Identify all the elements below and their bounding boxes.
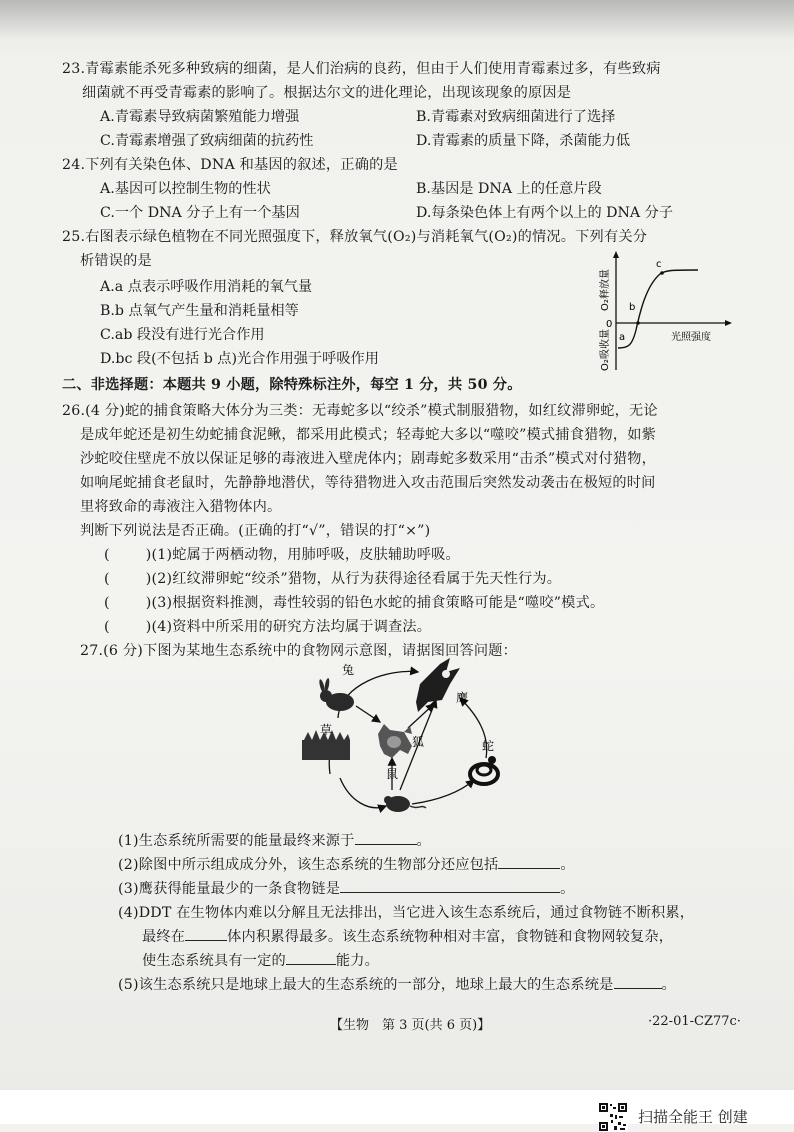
- q26-item-3-text: (3)根据资料推测，毒性较弱的铅色水蛇的捕食策略可能是“噬咬”模式。: [151, 595, 605, 611]
- q26-item-3: [104, 592, 604, 612]
- q23-stem-line1: 23.青霉素能杀死多种致病的细菌，是人们治病的良药，但由于人们使用青霉素过多，有些致病: [62, 61, 661, 77]
- chart-y-arrow: [613, 251, 619, 258]
- q27-sub-2-text: (2)除图中所示组成成分外，该生态系统的生物部分还应包括: [118, 857, 499, 873]
- answer-paren-open: (: [104, 547, 110, 563]
- chart-label-b: b: [629, 302, 636, 313]
- q25-option-b: B.b 点氧气产生量和消耗量相等: [100, 303, 299, 319]
- q24-option-d: D.每条染色体上有两个以上的 DNA 分子: [416, 205, 674, 221]
- arrow-mouse-to-snake: [412, 780, 474, 804]
- q24-option-c: C.一个 DNA 分子上有一个基因: [100, 205, 300, 221]
- oxygen-light-chart: [588, 250, 738, 374]
- q27-sub-4-line3: [142, 950, 379, 970]
- chart-ylabel-release: O₂释放量: [600, 269, 611, 311]
- q23-stem-line2: 细菌就不再受青霉素的影响了。根据达尔文的进化理论，出现该现象的原因是: [82, 85, 572, 101]
- q26-passage-line5: 里将致命的毒液注入猎物体内。: [80, 499, 282, 515]
- answer-paren-open: (: [104, 571, 110, 587]
- web-label-eagle: 鹰: [456, 691, 469, 705]
- q25-option-a: A.a 点表示呼吸作用消耗的氧气量: [100, 279, 313, 295]
- q24-option-b: B.基因是 DNA 上的任意片段: [416, 181, 602, 197]
- arrow-rabbit-to-fox: [356, 706, 380, 722]
- q27-sub-4c-post: 能力。: [335, 953, 380, 969]
- period: 。: [661, 977, 676, 993]
- q26-item-2-text: (2)红纹滞卵蛇“绞杀”猎物，从行为获得途径看属于先天性行为。: [151, 571, 562, 587]
- q26-item-2: [104, 568, 561, 588]
- q27-sub-4-line2: [142, 926, 673, 946]
- answer-paren-close: ): [145, 619, 152, 635]
- q27-sub-4-pre: 最终在: [142, 929, 186, 945]
- brand-watermark: 扫描全能王 创建: [638, 1108, 748, 1126]
- q27-sub-3: [118, 878, 575, 898]
- web-label-fox: 狐: [412, 735, 425, 749]
- q23-option-c: C.青霉素增强了致病细菌的抗药性: [100, 133, 314, 149]
- chart-origin-label: 0: [606, 319, 613, 330]
- q25-stem-line1: 25.右图表示绿色植物在不同光照强度下，释放氧气(O₂)与消耗氧气(O₂)的情况。下列有关分: [62, 229, 648, 245]
- q27-answer-blank-4a[interactable]: [185, 928, 227, 941]
- q26-passage-line3: 沙蛇咬住壁虎不放以保证足够的毒液进入壁虎体内；剧毒蛇多数采用“击杀”模式对付猎物，: [80, 451, 657, 467]
- q27-sub-4-mid: 体内积累得最多。该生态系统物种相对丰富，食物链和食物网较复杂，: [227, 929, 674, 945]
- scan-shadow: [0, 0, 794, 40]
- chart-xlabel: 光照强度: [671, 332, 711, 343]
- q24-option-a: A.基因可以控制生物的性状: [100, 181, 271, 197]
- q25-stem-line2: 析错误的是: [80, 253, 152, 269]
- chart-point-c: [660, 271, 664, 275]
- web-label-snake: 蛇: [482, 739, 495, 753]
- section-2-heading: 二、非选择题：本题共 9 小题，除特殊标注外，每空 1 分，共 50 分。: [62, 377, 522, 393]
- q27-answer-blank-5[interactable]: [614, 976, 662, 989]
- q23-option-b: B.青霉素对致病细菌进行了选择: [416, 109, 616, 125]
- q27-sub-4-line1: (4)DDT 在生物体内难以分解且无法排出，当它进入该生态系统后，通过食物链不断积累，: [118, 905, 695, 921]
- chart-label-c: c: [656, 259, 662, 270]
- period: 。: [560, 881, 575, 897]
- q27-answer-blank-1[interactable]: [355, 832, 417, 845]
- page-code: ·22-01-CZ77c·: [648, 1014, 741, 1029]
- q23-option-a: A.青霉素导致病菌繁殖能力增强: [100, 109, 300, 125]
- answer-paren-close: ): [145, 547, 152, 563]
- web-label-rabbit: 兔: [342, 663, 355, 677]
- web-label-mouse: 鼠: [386, 767, 399, 781]
- chart-point-b: [636, 321, 640, 325]
- q26-passage-line2: 是成年蛇还是初生幼蛇捕食泥鳅，都采用此模式；轻毒蛇大多以“噬咬”模式捕食猎物，如紫: [80, 427, 657, 443]
- period: 。: [560, 857, 575, 873]
- web-label-grass: 草: [320, 723, 333, 737]
- answer-paren-close: ): [145, 571, 152, 587]
- q26-item-1: [104, 544, 460, 564]
- arrow-grass-to-mouse: [340, 778, 386, 808]
- q26-item-1-text: (1)蛇属于两栖动物，用肺呼吸，皮肤辅助呼吸。: [151, 547, 460, 563]
- q27-sub-3-text: (3)鹰获得能量最少的一条食物链是: [118, 881, 341, 897]
- q26-passage-line4: 如响尾蛇捕食老鼠时，先静静地潜伏，等待猎物进入攻击范围后突然发动袭击在极短的时间: [80, 475, 656, 491]
- fox-icon: [378, 724, 412, 758]
- q27-sub-5: [118, 974, 676, 994]
- q27-answer-blank-2[interactable]: [498, 856, 560, 869]
- mouse-icon: [384, 796, 426, 812]
- q27-sub-4c-pre: 使生态系统具有一定的: [142, 953, 286, 969]
- answer-paren-close: ): [145, 595, 152, 611]
- answer-paren-open: (: [104, 619, 110, 635]
- period: 。: [416, 833, 431, 849]
- q27-answer-blank-3[interactable]: [340, 880, 560, 893]
- food-web-diagram: [300, 654, 520, 824]
- q26-judge-instruction: 判断下列说法是否正确。(正确的打“√”，错误的打“×”): [80, 523, 431, 539]
- q24-stem: 24.下列有关染色体、DNA 和基因的叙述，正确的是: [62, 157, 398, 173]
- answer-paren-open: (: [104, 595, 110, 611]
- q23-option-d: D.青霉素的质量下降，杀菌能力低: [416, 133, 631, 149]
- q27-stem: 27.(6 分)下图为某地生态系统中的食物网示意图，请据图回答问题：: [80, 643, 518, 659]
- q27-sub-1-text: (1)生态系统所需要的能量最终来源于: [118, 833, 355, 849]
- arrow-rabbit-to-eagle: [338, 671, 418, 718]
- qr-code-icon[interactable]: [598, 1102, 628, 1132]
- q27-sub-2: [118, 854, 575, 874]
- q26-item-4: [104, 616, 431, 636]
- page-footer: 【生物 第 3 页(共 6 页)】: [330, 1018, 491, 1033]
- q27-sub-1: [118, 830, 431, 850]
- eagle-icon: [416, 658, 460, 712]
- q26-item-4-text: (4)资料中所采用的研究方法均属于调查法。: [151, 619, 432, 635]
- snake-icon: [470, 756, 498, 784]
- chart-label-a: a: [619, 332, 626, 343]
- q25-option-d: D.bc 段(不包括 b 点)光合作用强于呼吸作用: [100, 351, 379, 367]
- q27-sub-5-text: (5)该生态系统只是地球上最大的生态系统的一部分，地球上最大的生态系统是: [118, 977, 614, 993]
- chart-ylabel-absorb: O₂吸收量: [600, 329, 611, 371]
- q26-passage-line1: 26.(4 分)蛇的捕食策略大体分为三类：无毒蛇多以“绞杀”模式制服猎物，如红纹滞卵蛇，无论: [62, 403, 658, 419]
- q27-answer-blank-4b[interactable]: [286, 952, 336, 965]
- chart-x-arrow: [725, 320, 732, 326]
- q25-option-c: C.ab 段没有进行光合作用: [100, 327, 265, 343]
